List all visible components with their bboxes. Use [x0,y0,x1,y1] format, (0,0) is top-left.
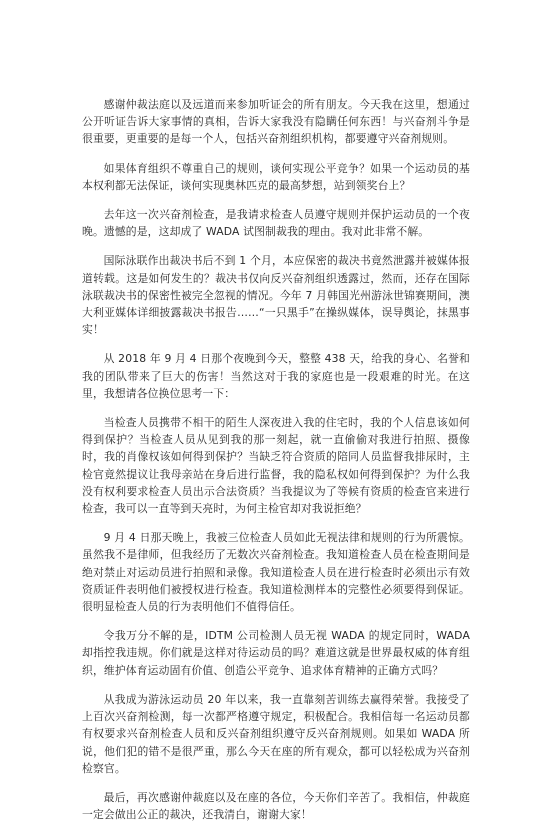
paragraph-6: 当检查人员携带不相干的陌生人深夜进入我的住宅时，我的个人信息该如何得到保护？当检查人员从见到我的那一刻起，就一直偷偷对我进行拍照、摄像时，我的肖像权该如何得到保护？当缺乏符合资质的陪同人员监督我排尿时，主检官竟然提议让我母亲站在身后进行监督，我的隐私权如何得到保护？为什么我没有权利要求检查人员出示合法资质？当我提议为了等候有资质的检查官来进行检查，我可以一直等到天亮时，为何主检官却对我说拒绝？ [82,416,470,516]
paragraph-9: 从我成为游泳运动员 20 年以来，我一直靠刻苦训练去赢得荣誉。我接受了上百次兴奋剂检测，每一次都严格遵守规定，积极配合。我相信每一名运动员都有权要求兴奋剂检查人员和反兴奋剂组织遵守反兴奋剂规则。如果如 WADA 所说，他们犯的错不是很严重，那么今天在座的所有观众，都可以轻松成为兴奋剂检察官。 [82,692,470,775]
paragraph-1: 感谢仲裁法庭以及远道而来参加听证会的所有朋友。今天我在这里，想通过公开听证告诉大家事情的真相，告诉大家我没有隐瞒任何东西！与兴奋剂斗争是很重要，更重要的是每一个人，包括兴奋剂组织机构，都要遵守兴奋剂规则。 [82,98,470,146]
paragraph-7: 9 月 4 日那天晚上，我被三位检查人员如此无视法律和规则的行为所震惊。虽然我不是律师，但我经历了无数次兴奋剂检查。我知道检查人员在检查期间是绝对禁止对运动员进行拍照和录像。我知道检查人员在进行检查时必须出示有效资质证件表明他们被授权进行检查。我知道检测样本的完整性必须要得到保证。很明显检查人员的行为表明他们不值得信任。 [82,531,470,614]
paragraph-5: 从 2018 年 9 月 4 日那个夜晚到今天，整整 438 天，给我的身心、名誉和我的团队带来了巨大的伤害！当然这对于我的家庭也是一段艰难的时光。在这里，我想请各位换位思考一下： [82,352,470,400]
document-body [82,96,470,823]
paragraph-2: 如果体育组织不尊重自己的规则，谈何实现公平竞争？如果一个运动员的基本权利都无法保证，谈何实现奥林匹克的最高梦想，站到领奖台上？ [82,161,470,192]
paragraph-10: 最后，再次感谢仲裁庭以及在座的各位，今天你们辛苦了。我相信，仲裁庭一定会做出公正的裁决，还我清白，谢谢大家！ [82,790,470,822]
paragraph-3: 去年这一次兴奋剂检查，是我请求检查人员遵守规则并保护运动员的一个夜晚。遗憾的是，这却成了 WADA 试图制裁我的理由。我对此非常不解。 [82,208,470,239]
paragraph-8: 令我万分不解的是，IDTM 公司检测人员无视 WADA 的规定同时，WADA 却指控我违规。你们就是这样对待运动员的吗？难道这就是世界最权威的体育组织，维护体育运动固有价值、创造公平竞争、追求体育精神的正确方式吗？ [82,629,470,677]
paragraph-4: 国际泳联作出裁决书后不到 1 个月，本应保密的裁决书竟然泄露并被媒体报道转载。这是如何发生的？裁决书仅向反兴奋剂组织透露过，然而，还存在国际泳联裁决书的保密性被完全忽视的情况。今年 7 月韩国光州游泳世锦赛期间，澳大利亚媒体详细披露裁决书报告……“一只黑手”在操纵媒体，误导舆论，抹黑事实！ [82,254,470,337]
